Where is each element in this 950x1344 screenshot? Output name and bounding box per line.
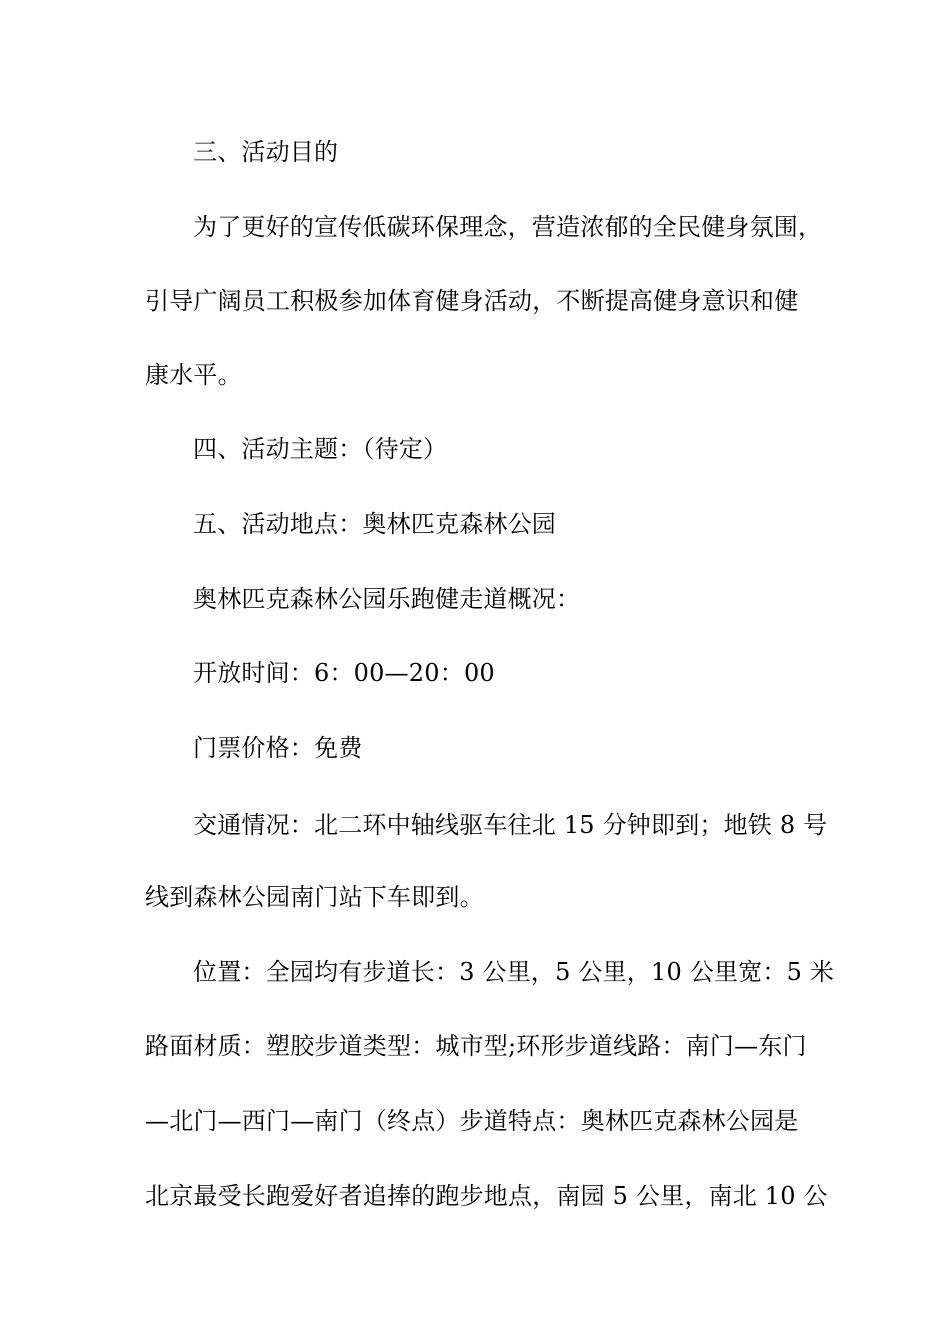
- ticket-price: 门票价格：免费: [193, 734, 363, 762]
- heading-activity-purpose: 三、活动目的: [193, 138, 339, 166]
- transport-info: 交通情况：北二环中轴线驱车往北 15 分钟即到；地铁 8 号: [193, 811, 828, 839]
- paragraph-line: 康水平。: [145, 361, 242, 389]
- paragraph-line: 路面材质：塑胶步道类型：城市型;环形步道线路：南门—东门: [145, 1032, 807, 1060]
- paragraph-line: 引导广阔员工积极参加体育健身活动，不断提高健身意识和健: [145, 287, 799, 315]
- paragraph-line: 为了更好的宣传低碳环保理念，营造浓郁的全民健身氛围，: [193, 213, 823, 241]
- opening-hours: 开放时间：6：00—20：00: [193, 659, 495, 687]
- paragraph-line: 北京最受长跑爱好者追捧的跑步地点，南园 5 公里，南北 10 公: [145, 1182, 828, 1210]
- heading-activity-location: 五、活动地点：奥林匹克森林公园: [193, 510, 556, 538]
- paragraph-line: —北门—西门—南门（终点）步道特点：奥林匹克森林公园是: [145, 1107, 799, 1135]
- paragraph-line: 线到森林公园南门站下车即到。: [145, 883, 484, 911]
- heading-activity-theme: 四、活动主题：（待定）: [193, 435, 448, 463]
- location-info: 位置：全园均有步道长：3 公里，5 公里，10 公里宽：5 米: [193, 958, 835, 986]
- park-overview-title: 奥林匹克森林公园乐跑健走道概况：: [193, 585, 581, 613]
